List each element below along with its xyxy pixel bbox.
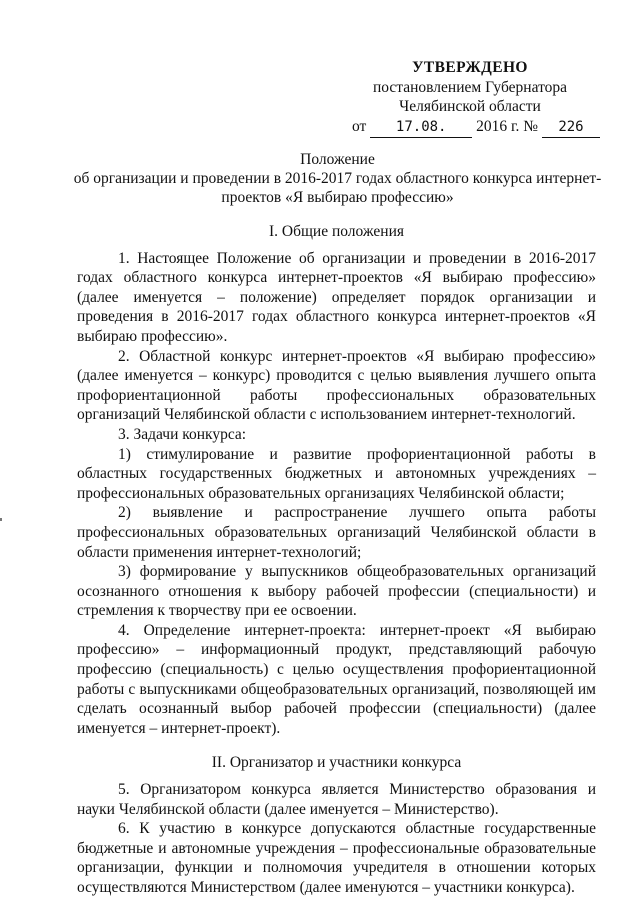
document-body: [77, 222, 596, 898]
approval-line-1: постановлением Губернатора: [372, 78, 568, 96]
section-heading-2: II. Организатор и участники конкурса: [211, 754, 462, 772]
paragraph-1: 1. Настоящее Положение об организации и проведении в 2016-2017 годах областного конкурса интернет-проектов «Я выбираю профессию» (далее именуется – положение) определяет порядок организации и проведения в 2016-2017 годах областного конкурса интернет-проектов «Я выбираю профессию».: [77, 249, 596, 345]
approval-line-2: Челябинской области: [399, 98, 541, 115]
paragraph-5: 5. Организатором конкурса является Министерство образования и науки Челябинской области (далее именуется – Министерство).: [77, 781, 596, 818]
approval-date-line: [330, 117, 610, 139]
paragraph-3-item-3: 3) формирование у выпускников общеобразовательных организаций осознанного отношения к выбору рабочей профессии (специальности) и стремления к творчеству при ее освоении.: [77, 563, 596, 620]
document-title: [70, 150, 605, 207]
approval-date-handwritten: 17.08.: [370, 118, 472, 139]
scan-margin-mark: [0, 518, 2, 521]
title-subtitle-line-2: проектов «Я выбираю профессию»: [221, 189, 454, 206]
paragraph-6: 6. К участию в конкурсе допускаются областные государственные бюджетные и автономные учреждения – профессиональные образовательные организации, функции и полномочия учредителя в отношении которых осуществляются Министерством (далее именуются – участники конкурса).: [77, 820, 596, 896]
approval-date-prefix: от: [352, 117, 367, 135]
paragraph-3-item-1: 1) стимулирование и развитие профориентационной работы в областных государственных бюджетных и автономных учреждениях – профессиональных образовательных организациях Челябинской области;: [77, 445, 596, 502]
approval-stamp: УТВЕРЖДЕНО: [412, 59, 528, 76]
approval-year-text: 2016 г. №: [476, 117, 539, 135]
approval-block: [330, 58, 610, 138]
approval-number-handwritten: 226: [542, 118, 600, 139]
paragraph-4: 4. Определение интернет-проекта: интернет-проект «Я выбираю профессию» – информационный продукт, представляющий рабочую профессию (специальность) с целью осуществления профориентационной работы с выпускниками общеобразовательных организаций, позволяющей им сделать осознанный выбор рабочей профессии (специальности) (далее именуется – интернет-проект).: [77, 621, 596, 737]
title-heading: Положение: [300, 151, 375, 168]
title-subtitle-line-1: об организации и проведении в 2016-2017 годах областного конкурса интернет-: [73, 170, 602, 187]
section-heading-1: I. Общие положения: [268, 223, 405, 240]
paragraph-3-item-2: 2) выявление и распространение лучшего опыта работы профессиональных образовательных организаций Челябинской области в области применения интернет-технологий;: [77, 504, 596, 561]
paragraph-2: 2. Областной конкурс интернет-проектов «Я выбираю профессию» (далее именуется – конкурс) проводится с целью выявления лучшего опыта профориентационной работы профессиональных образовательных организаций Челябинской области с использованием интернет-технологий.: [77, 347, 596, 424]
paragraph-3: 3. Задачи конкурса:: [118, 425, 247, 443]
